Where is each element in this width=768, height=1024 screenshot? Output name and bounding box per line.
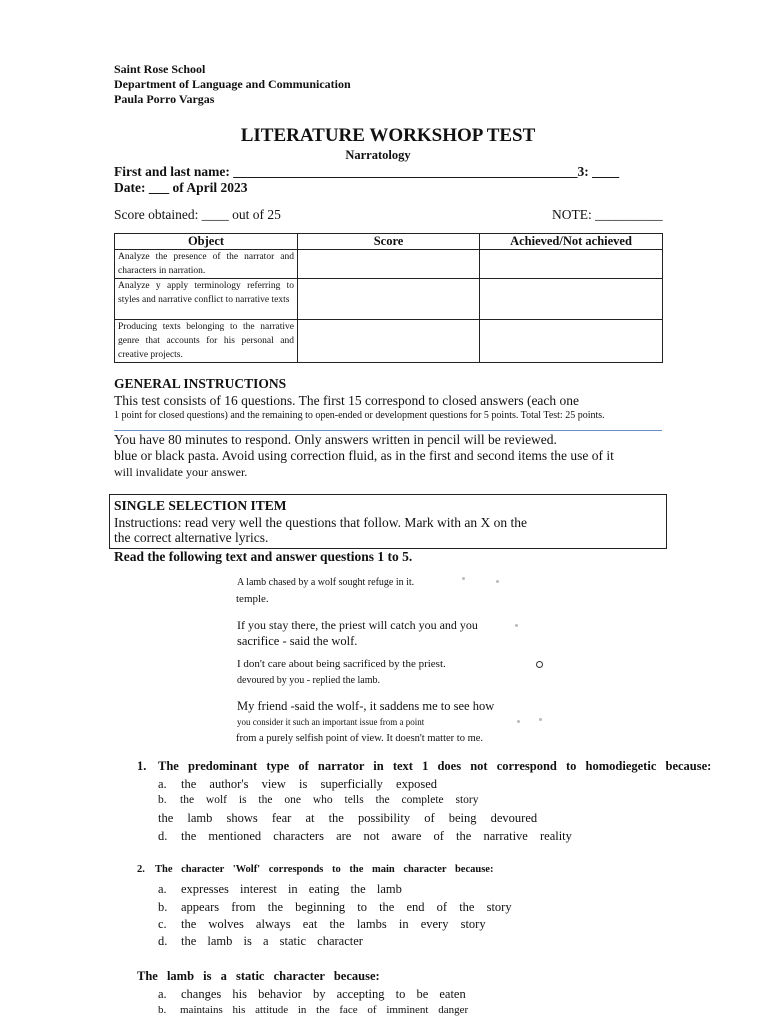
general-instructions-heading: GENERAL INSTRUCTIONS bbox=[114, 376, 287, 391]
score-cell[interactable] bbox=[298, 320, 480, 363]
option-text[interactable]: the lamb shows fear at the possibility of being devoured bbox=[158, 811, 538, 825]
excerpt-line: from a purely selfish point of view. It doesn't matter to me. bbox=[236, 733, 484, 744]
option-text[interactable]: the wolves always eat the lambs in every story bbox=[181, 917, 486, 931]
circle-mark-icon bbox=[536, 661, 543, 668]
table-row bbox=[115, 279, 663, 320]
option-label[interactable]: a. bbox=[158, 777, 167, 791]
table-header-row bbox=[115, 234, 663, 250]
score-field[interactable]: Score obtained: ____ out of 25 bbox=[114, 207, 281, 222]
option-label[interactable]: d. bbox=[158, 829, 168, 843]
option-label[interactable]: c. bbox=[158, 917, 167, 931]
option-label[interactable]: a. bbox=[158, 987, 167, 1001]
note-field[interactable]: NOTE: __________ bbox=[552, 207, 663, 222]
excerpt-line: you consider it such an important issue from a point bbox=[237, 717, 425, 727]
divider-line bbox=[114, 430, 662, 431]
option-text[interactable]: the lamb is a static character bbox=[181, 934, 363, 948]
question-text: The character 'Wolf' corresponds to the main character because: bbox=[155, 864, 494, 875]
question-number: 1. bbox=[137, 759, 147, 773]
question-text: The lamb is a static character because: bbox=[137, 969, 380, 983]
speck-icon bbox=[515, 624, 518, 627]
single-selection-line-1: Instructions: read very well the questions that follow. Mark with an X on the bbox=[114, 515, 528, 530]
read-prompt: Read the following text and answer questions 1 to 5. bbox=[114, 549, 413, 564]
table-row bbox=[115, 320, 663, 363]
general-line-4: blue or black pasta. Avoid using correction fluid, as in the first and second items the use of it bbox=[114, 448, 614, 463]
excerpt-line: sacrifice - said the wolf. bbox=[237, 634, 358, 648]
date-field[interactable]: Date: ___ of April 2023 bbox=[114, 180, 248, 195]
achieved-cell[interactable] bbox=[480, 279, 663, 320]
objective-cell: Analyze the presence of the narrator and characters in narration. bbox=[115, 250, 298, 279]
objectives-table bbox=[114, 233, 663, 363]
header-achieved: Achieved/Not achieved bbox=[480, 234, 663, 250]
header-score: Score bbox=[298, 234, 480, 250]
question-text-content: The predominant type of narrator in text 1 does not correspond to homodiegetic because: bbox=[158, 759, 712, 773]
speck-icon bbox=[517, 720, 520, 723]
score-cell[interactable] bbox=[298, 250, 480, 279]
option-label[interactable]: d. bbox=[158, 934, 168, 948]
option-label[interactable]: b. bbox=[158, 794, 167, 806]
single-selection-heading: SINGLE SELECTION ITEM bbox=[114, 498, 287, 513]
score-cell[interactable] bbox=[298, 279, 480, 320]
objective-cell: Producing texts belonging to the narrative genre that accounts for his personal and creative projects. bbox=[115, 320, 298, 363]
option-text[interactable]: appears from the beginning to the end of the story bbox=[181, 900, 512, 914]
speck-icon bbox=[539, 718, 542, 721]
achieved-cell[interactable] bbox=[480, 320, 663, 363]
excerpt-line: If you stay there, the priest will catch you and you bbox=[237, 618, 478, 632]
option-label[interactable]: b. bbox=[158, 1004, 167, 1016]
speck-icon bbox=[462, 577, 465, 580]
page-title: LITERATURE WORKSHOP TEST bbox=[240, 125, 536, 146]
name-field[interactable]: First and last name: ___________________________________________________3: ____ bbox=[114, 164, 620, 179]
option-text[interactable]: the wolf is the one who tells the complete story bbox=[180, 794, 479, 806]
option-text[interactable]: changes his behavior by accepting to be eaten bbox=[181, 987, 466, 1001]
excerpt-line: temple. bbox=[236, 593, 269, 605]
option-text[interactable]: expresses interest in eating the lamb bbox=[181, 882, 402, 896]
excerpt-line: I don't care about being sacrificed by the priest. bbox=[237, 658, 446, 670]
option-text[interactable]: maintains his attitude in the face of imminent danger bbox=[180, 1004, 469, 1016]
question-number: 2. bbox=[137, 864, 145, 875]
objective-cell: Analyze y apply terminology referring to styles and narrative conflict to narrative texts bbox=[115, 279, 298, 320]
general-line-3: You have 80 minutes to respond. Only answers written in pencil will be reviewed. bbox=[114, 432, 557, 447]
option-text[interactable]: the author's view is superficially exposed bbox=[181, 777, 438, 791]
speck-icon bbox=[496, 580, 499, 583]
school-name: Saint Rose School bbox=[114, 62, 206, 76]
question-text bbox=[158, 759, 764, 774]
excerpt-line: My friend -said the wolf-, it saddens me to see how bbox=[237, 699, 495, 713]
option-label[interactable]: a. bbox=[158, 882, 167, 896]
option-label[interactable]: b. bbox=[158, 900, 168, 914]
single-selection-line-2: the correct alternative lyrics. bbox=[114, 530, 269, 545]
general-line-1: This test consists of 16 questions. The first 15 correspond to closed answers (each one bbox=[114, 393, 580, 408]
achieved-cell[interactable] bbox=[480, 250, 663, 279]
general-line-5: will invalidate your answer. bbox=[114, 465, 248, 479]
excerpt-line: A lamb chased by a wolf sought refuge in it. bbox=[237, 577, 415, 588]
department-name: Department of Language and Communication bbox=[114, 77, 351, 91]
teacher-name: Paula Porro Vargas bbox=[114, 92, 215, 106]
excerpt-line: devoured by you - replied the lamb. bbox=[237, 675, 381, 686]
table-row bbox=[115, 250, 663, 279]
header-object: Object bbox=[115, 234, 298, 250]
general-line-2: 1 point for closed questions) and the remaining to open-ended or development questions for 5 points. Total Test: 25 points. bbox=[114, 410, 605, 421]
page-subtitle: Narratology bbox=[345, 148, 411, 162]
option-text[interactable]: the mentioned characters are not aware of the narrative reality bbox=[181, 829, 572, 843]
